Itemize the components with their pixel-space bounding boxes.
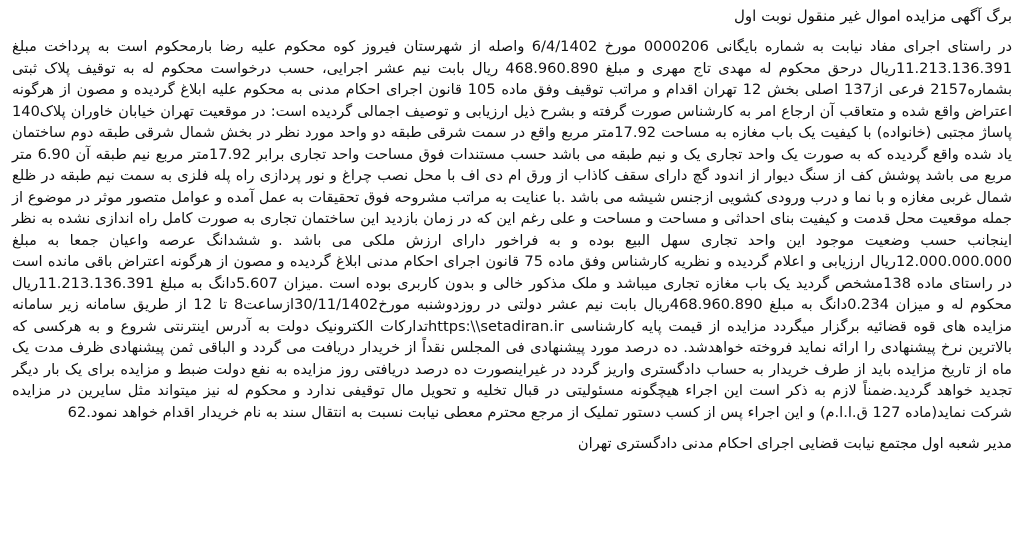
notice-title: برگ آگهی مزایده اموال غیر منقول نوبت اول — [734, 7, 1012, 25]
notice-signature: مدیر شعبه اول مجتمع نیابت قضایی اجرای احکام مدنی دادگستری تهران — [577, 435, 1012, 452]
notice-body: در راستای اجرای مفاد نیابت به شماره بایگانی 0000206 مورخ 6/4/1402 واصله از شهرستان فیروز کوه محکوم علیه رضا بارمحکوم است به پرداخت مبلغ 11.213.136.391ریال درحق محکوم له مهدی تاج مهری و مبلغ 468.960.890 ریال بابت نیم عشر اجرایی، حسب درخواست محکوم له به توقیف پلاک ثبتی بشماره2157 فرعی از137 اصلی بخش 12 تهران اقدام و مراتب توقیف وفق ماده 105 قانون اجرای احکام مدنی به محکوم علیه ابلاغ گردیده و مصون از هرگونه اعتراض واقع شده و متعاقب آن ارجاع امر به کارشناس صورت گرفته و بشرح ذیل ارزیابی و توصیف اجمالی گردیده است: در موقعیت تهران خیابان خاوران پلاک140 پاساژ مجتبی (خانواده) با کیفیت یک باب مغازه به مساحت 17.92متر مربع واقع در سمت شرقی طبقه دو واحد مورد نظر در بخش شمال شرقی طبقه دوم ساختمان یاد شده واقع گردیده که به صورت یک واحد تجاری یک و نیم طبقه می باشد حسب مستندات فوق مساحت واحد تجاری برابر 17.92متر مربع نیم طبقه آن 6.90 متر مربع می باشد پوشش کف از سنگ دیوار از اندود گچ دارای سقف کاذاب از ورق ام دی اف با محل نصب چراغ و نور پردازی راه پله فلزی به سمت نیم طبقه در ظلع شمال غربی مغازه و با نما و درب ورودی کشویی ازجنس شیشه می باشد .با عنایت به مراتب مشروحه فوق تحقیقات به عمل آمده و عوامل متصور موثر در موضوع از جمله موقعیت محل قدمت و کیفیت بنای احداثی و مساحت و مساحت و علی رغم این که در زمان بازدید این ساختمان تجاری به صورت کامل راه اندازی نشده به نظر اینجانب حسب وضعیت موجود این واحد تجاری سهل البیع بوده و به فراخور دارای ارزش ملکی می باشد .و ششدانگ عرصه واعیان جمعا به مبلغ 12.000.000.000ریال ارزیابی و اعلام گردیده و نظریه کارشناس وفق ماده 75 قانون اجرای احکام مدنی ابلاغ گردیده و مصون از هرگونه اعتراض باقی مانده است در راستای ماده 138مشخص گردید یک باب مغازه تجاری میباشد و ملک مذکور خالی و بدون کاربری بوده است .میزان 5.607دانگ به مبلغ 11.213.136.391ریال محکوم له و میزان 0.234دانگ به مبلغ 468.960.890ریال بابت نیم عشر دولتی در روزدوشنبه مورخ30/11/1402ازساعت8 تا 12 از طریق سامانه زیر سامانه مزایده های قوه قضائیه برگزار میگردد مزایده از قیمت پایه کارشناسی https:\\setadiran.irتدارکات الکترونیک دولت به آدرس اینترنتی شروع و به هرکسی که بالاترین نرخ پیشنهادی را ارائه نماید فروخته خواهدشد. ده درصد مورد پیشنهادی فی المجلس نقداً از خریدار دریافت می گردد و الباقی ثمن پیشنهادی ظرف مدت یک ماه از تاریخ مزایده باید از طرف خریدار به حساب دادگستری واریز گردد در غیراینصورت ده درصد دریافتی روز مزایده به نفع دولت ضبط و مزایده برای یک بار دیگر تجدید خواهد گردید.ضمناً لازم به ذکر است این اجراء هیچگونه مسئولیتی در قبال تخلیه و تحویل مال توقیفی ندارد و محکوم له نیز میتواند مثل سایرین در مزایده شرکت نماید(ماده 127 ق.ا.ا.م) و این اجراء پس از کسب دستور تملیک از مرجع محترم معطی نیابت نسبت به انتقال سند به نام خریدار اقدام خواهد نمود.62 — [12, 38, 1013, 421]
